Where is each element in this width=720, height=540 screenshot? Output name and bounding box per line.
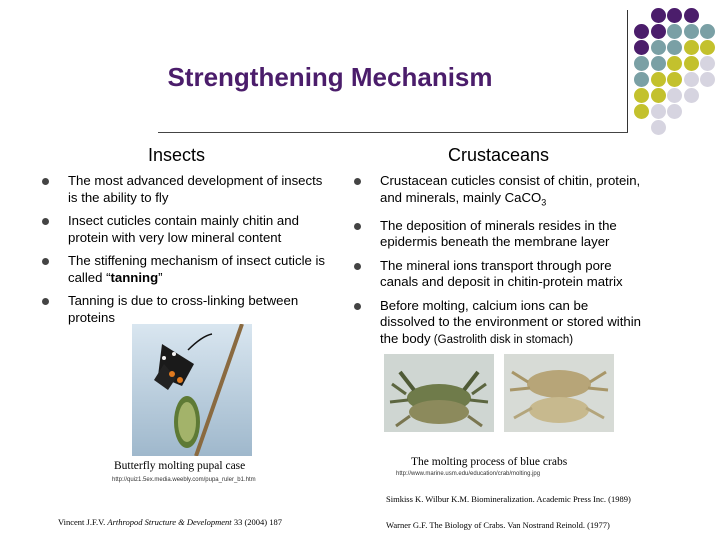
butterfly-photo xyxy=(132,324,252,456)
bullet-icon xyxy=(354,303,361,310)
decorative-dot xyxy=(700,72,715,87)
crustaceans-reference-2: Warner G.F. The Biology of Crabs. Van Nostrand Reinold. (1977) xyxy=(386,520,610,530)
decorative-dot xyxy=(667,24,682,39)
insects-citation xyxy=(58,517,282,527)
decorative-dot xyxy=(667,88,682,103)
decorative-dot xyxy=(634,72,649,87)
list-item xyxy=(30,213,330,246)
decorative-dot xyxy=(684,24,699,39)
decorative-dot xyxy=(651,88,666,103)
bullet-text: Tanning is due to cross-linking between proteins xyxy=(68,293,299,325)
decorative-dot xyxy=(651,8,666,23)
bullet-bold-term: tanning xyxy=(110,269,159,285)
decorative-dot xyxy=(651,120,666,135)
decorative-dot xyxy=(651,24,666,39)
decorative-dot-grid xyxy=(634,8,718,138)
butterfly-caption: Butterfly molting pupal case xyxy=(114,460,246,472)
decorative-dot xyxy=(667,56,682,71)
list-item xyxy=(30,173,330,206)
citation-volume: 33 (2004) 187 xyxy=(231,517,282,527)
decorative-dot xyxy=(700,40,715,55)
bullet-text: The mineral ions transport through pore canals and deposit in chitin-protein matrix xyxy=(380,257,623,290)
crab-source-link[interactable]: http://www.marine.usm.edu/education/crab/molting.jpg xyxy=(396,471,541,477)
insects-bullet-list xyxy=(30,173,330,333)
decorative-dot xyxy=(651,40,666,55)
crustaceans-heading: Crustaceans xyxy=(448,145,550,165)
bullet-small-text: (Gastrolith disk in stomach) xyxy=(430,333,574,346)
crab-caption: The molting process of blue crabs xyxy=(411,456,568,468)
bullet-icon xyxy=(42,258,49,265)
decorative-dot xyxy=(684,40,699,55)
decorative-dot xyxy=(667,40,682,55)
bullet-text: The most advanced development of insects is the ability to fly xyxy=(68,173,323,205)
crustaceans-reference-1: Simkiss K. Wilbur K.M. Biomineralization. Academic Press Inc. (1989) xyxy=(386,494,631,504)
decorative-dot xyxy=(634,104,649,119)
decorative-dot xyxy=(684,8,699,23)
decorative-dot xyxy=(651,104,666,119)
slide-title: Strengthening Mechanism xyxy=(167,62,493,92)
bullet-icon xyxy=(42,218,49,225)
bullet-text: Insect cuticles contain mainly chitin and protein with very low mineral content xyxy=(68,213,299,245)
decorative-dot xyxy=(651,56,666,71)
list-item xyxy=(342,218,642,251)
bullet-icon xyxy=(42,298,49,305)
bullet-text: The deposition of minerals resides in the epidermis beneath the membrane layer xyxy=(380,217,617,250)
bullet-subscript: 3 xyxy=(541,197,547,208)
list-item xyxy=(30,253,330,286)
decorative-dot xyxy=(684,56,699,71)
list-item xyxy=(30,293,330,326)
decorative-dot xyxy=(700,56,715,71)
decorative-dot xyxy=(651,72,666,87)
decorative-dot xyxy=(684,88,699,103)
citation-journal: Arthropod Structure & Development xyxy=(107,517,232,527)
bullet-icon xyxy=(354,178,361,185)
bullet-icon xyxy=(354,263,361,270)
bullet-text: ” xyxy=(158,269,163,285)
bullet-icon xyxy=(354,223,361,230)
list-item xyxy=(342,298,642,349)
bullet-text: Crustacean cuticles consist of chitin, protein, and minerals, mainly CaCO xyxy=(380,173,641,205)
decorative-dot xyxy=(634,56,649,71)
decorative-dot xyxy=(667,72,682,87)
divider-vertical xyxy=(627,10,628,132)
decorative-dot xyxy=(684,72,699,87)
decorative-dot xyxy=(634,88,649,103)
crab-photo-left xyxy=(384,354,494,432)
decorative-dot xyxy=(700,24,715,39)
bullet-text: Before molting, calcium ions can be dissolved to the environment or stored within the body xyxy=(380,297,641,346)
insects-heading: Insects xyxy=(148,145,206,165)
crustaceans-bullet-list xyxy=(342,173,642,355)
citation-authors: Vincent J.F.V. xyxy=(58,517,108,527)
decorative-dot xyxy=(667,104,682,119)
decorative-dot xyxy=(667,8,682,23)
divider-horizontal xyxy=(158,132,628,133)
list-item xyxy=(342,258,642,291)
list-item xyxy=(342,173,642,211)
butterfly-source-link[interactable]: http://quiz1.5ex.media.weebly.com/pupa_ruler_b1.htm xyxy=(112,477,256,483)
bullet-icon xyxy=(42,178,49,185)
decorative-dot xyxy=(634,24,649,39)
crab-photo-right xyxy=(504,354,614,432)
decorative-dot xyxy=(634,40,649,55)
bullet-text: The stiffening mechanism of insect cuticle is called “ xyxy=(68,253,326,285)
